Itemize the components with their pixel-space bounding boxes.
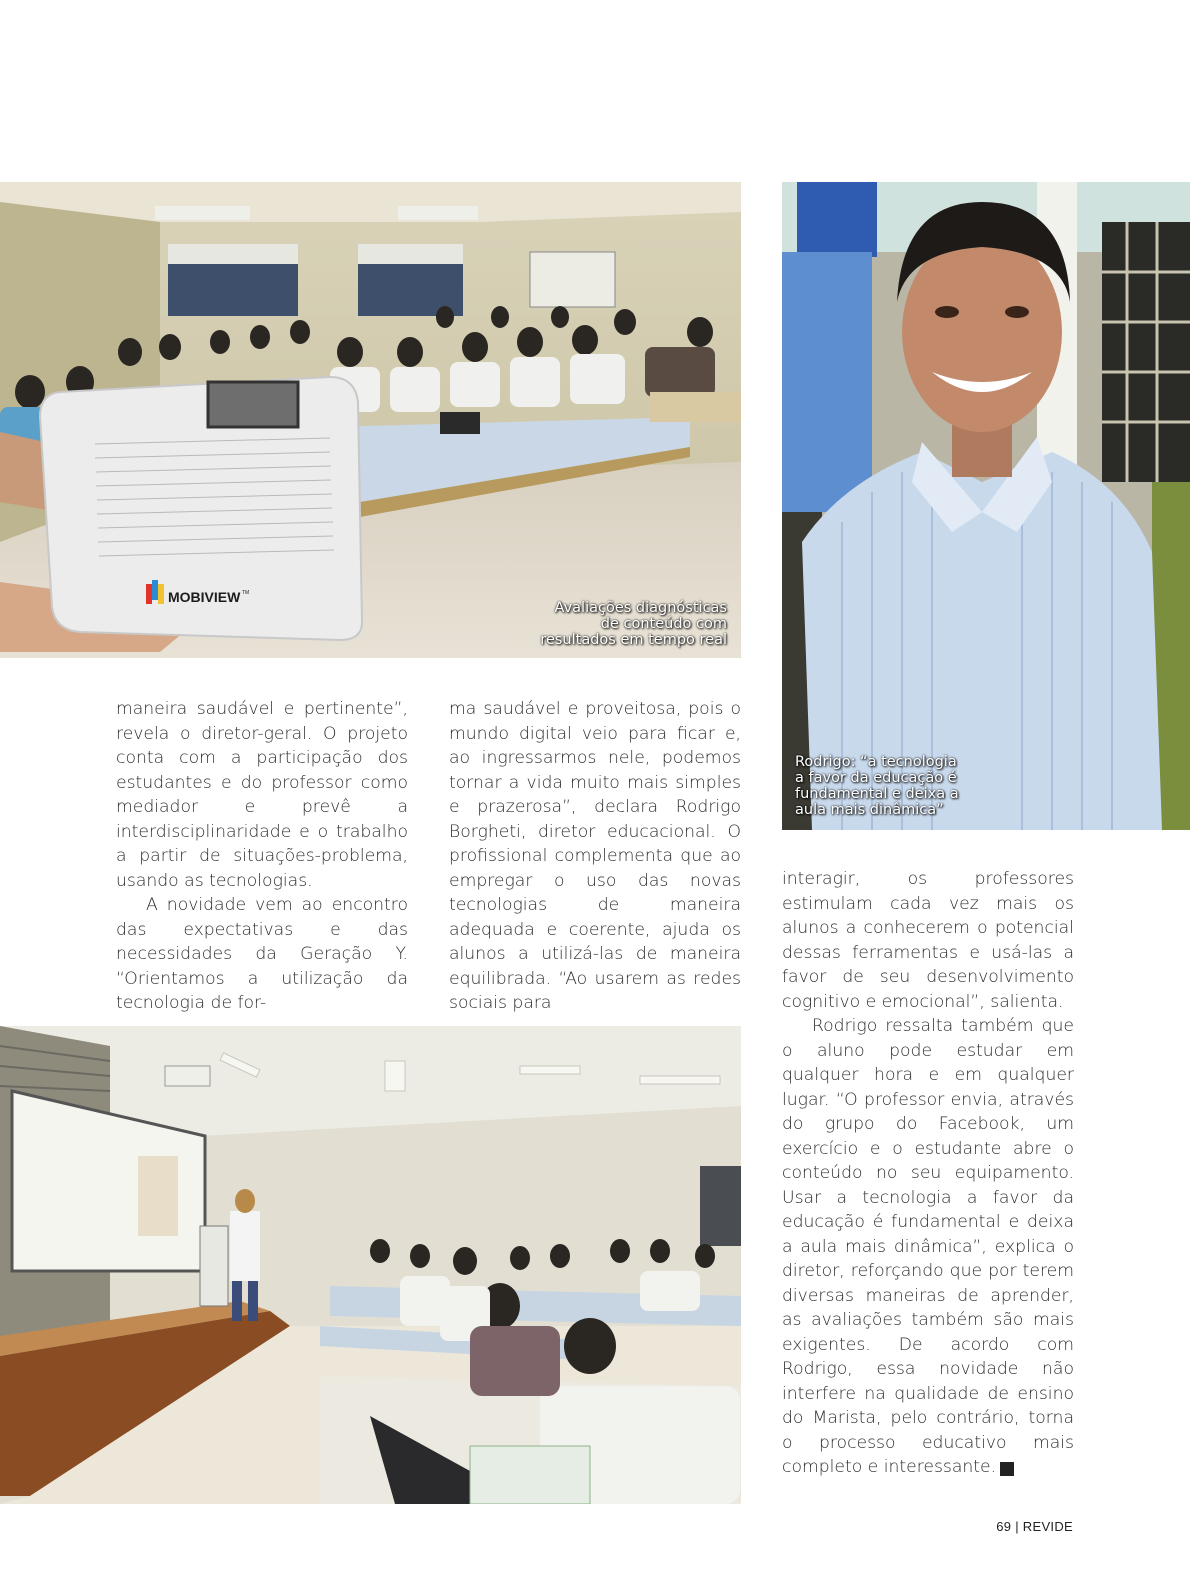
caption-line: de conteúdo com bbox=[600, 616, 727, 632]
caption-line: Avaliações diagnósticas bbox=[554, 600, 727, 616]
article-column-1 bbox=[116, 697, 408, 1016]
magazine-name: REVIDE bbox=[1022, 1519, 1073, 1534]
end-of-article-mark: r bbox=[1000, 1462, 1014, 1476]
classroom-photo-top bbox=[0, 182, 741, 658]
portrait-photo bbox=[782, 182, 1190, 830]
caption-line: aula mais dinâmica” bbox=[795, 802, 944, 818]
mobiview-logo-text: MOBIVIEW bbox=[168, 589, 241, 605]
portrait-caption bbox=[795, 754, 959, 818]
caption-line: resultados em tempo real bbox=[540, 632, 727, 648]
caption-line: Rodrigo: “a tecnologia bbox=[795, 754, 957, 770]
paragraph: ma saudável e proveitosa, pois o mundo digital veio para ficar e, ao ingressarmos nele, podemos tornar a vida muito mais simples e prazerosa”, declara Rodrigo Borgheti, diretor educacional. O profissional complementa que ao empregar o uso das novas tecnologias de maneira adequada e coerente, ajuda os alunos a utilizá-las de maneira equilibrada. “Ao usarem as redes sociais para bbox=[449, 699, 741, 1013]
classroom-photo-bottom-image bbox=[0, 1026, 741, 1504]
paragraph: A novidade vem ao encontro das expectativas e das necessidades da Geração Y. “Orientamos a utilização da tecnologia de for- bbox=[116, 895, 408, 1013]
page-number: 69 bbox=[996, 1519, 1012, 1534]
classroom-photo-top-image bbox=[0, 182, 741, 658]
caption-line: a favor da educação é bbox=[795, 770, 957, 786]
top-photo-caption bbox=[540, 600, 727, 648]
paragraph: maneira saudável e pertinente”, revela o diretor-geral. O projeto conta com a participação dos estudantes e do professor como mediador e prevê a interdisciplinaridade e o trabalho a partir de situações-problema, usando as tecnologias. bbox=[116, 699, 408, 891]
mobiview-trademark: TM bbox=[242, 590, 250, 596]
footer-separator: | bbox=[1015, 1519, 1019, 1534]
paragraph: interagir, os professores estimulam cada vez mais os alunos a conhecerem o potencial dessas ferramentas e usá-las a favor de seu desenvolvimento cognitivo e emocional”, salienta. bbox=[782, 869, 1074, 1012]
caption-line: fundamental e deixa a bbox=[795, 786, 959, 802]
classroom-photo-bottom bbox=[0, 1026, 741, 1504]
portrait-photo-image bbox=[782, 182, 1190, 830]
article-column-3 bbox=[782, 867, 1074, 1480]
paragraph-with-end-mark bbox=[782, 1014, 1074, 1480]
paragraph: Rodrigo ressalta também que o aluno pode estudar em qualquer hora e em qualquer lugar. “O professor envia, através do grupo do Facebook, um exercício e o estudante abre o conteúdo no seu equipamento. Usar a tecnologia a favor da educação é fundamental e deixa a aula mais dinâmica”, explica o diretor, reforçando que por terem diversas maneiras de aprender, as avaliações também são mais exigentes. De acordo com Rodrigo, essa novidade não interfere na qualidade de ensino do Marista, pelo contrário, torna o processo educativo mais completo e interessante. bbox=[782, 1016, 1074, 1477]
article-column-2 bbox=[449, 697, 741, 1016]
page-footer bbox=[996, 1519, 1073, 1534]
